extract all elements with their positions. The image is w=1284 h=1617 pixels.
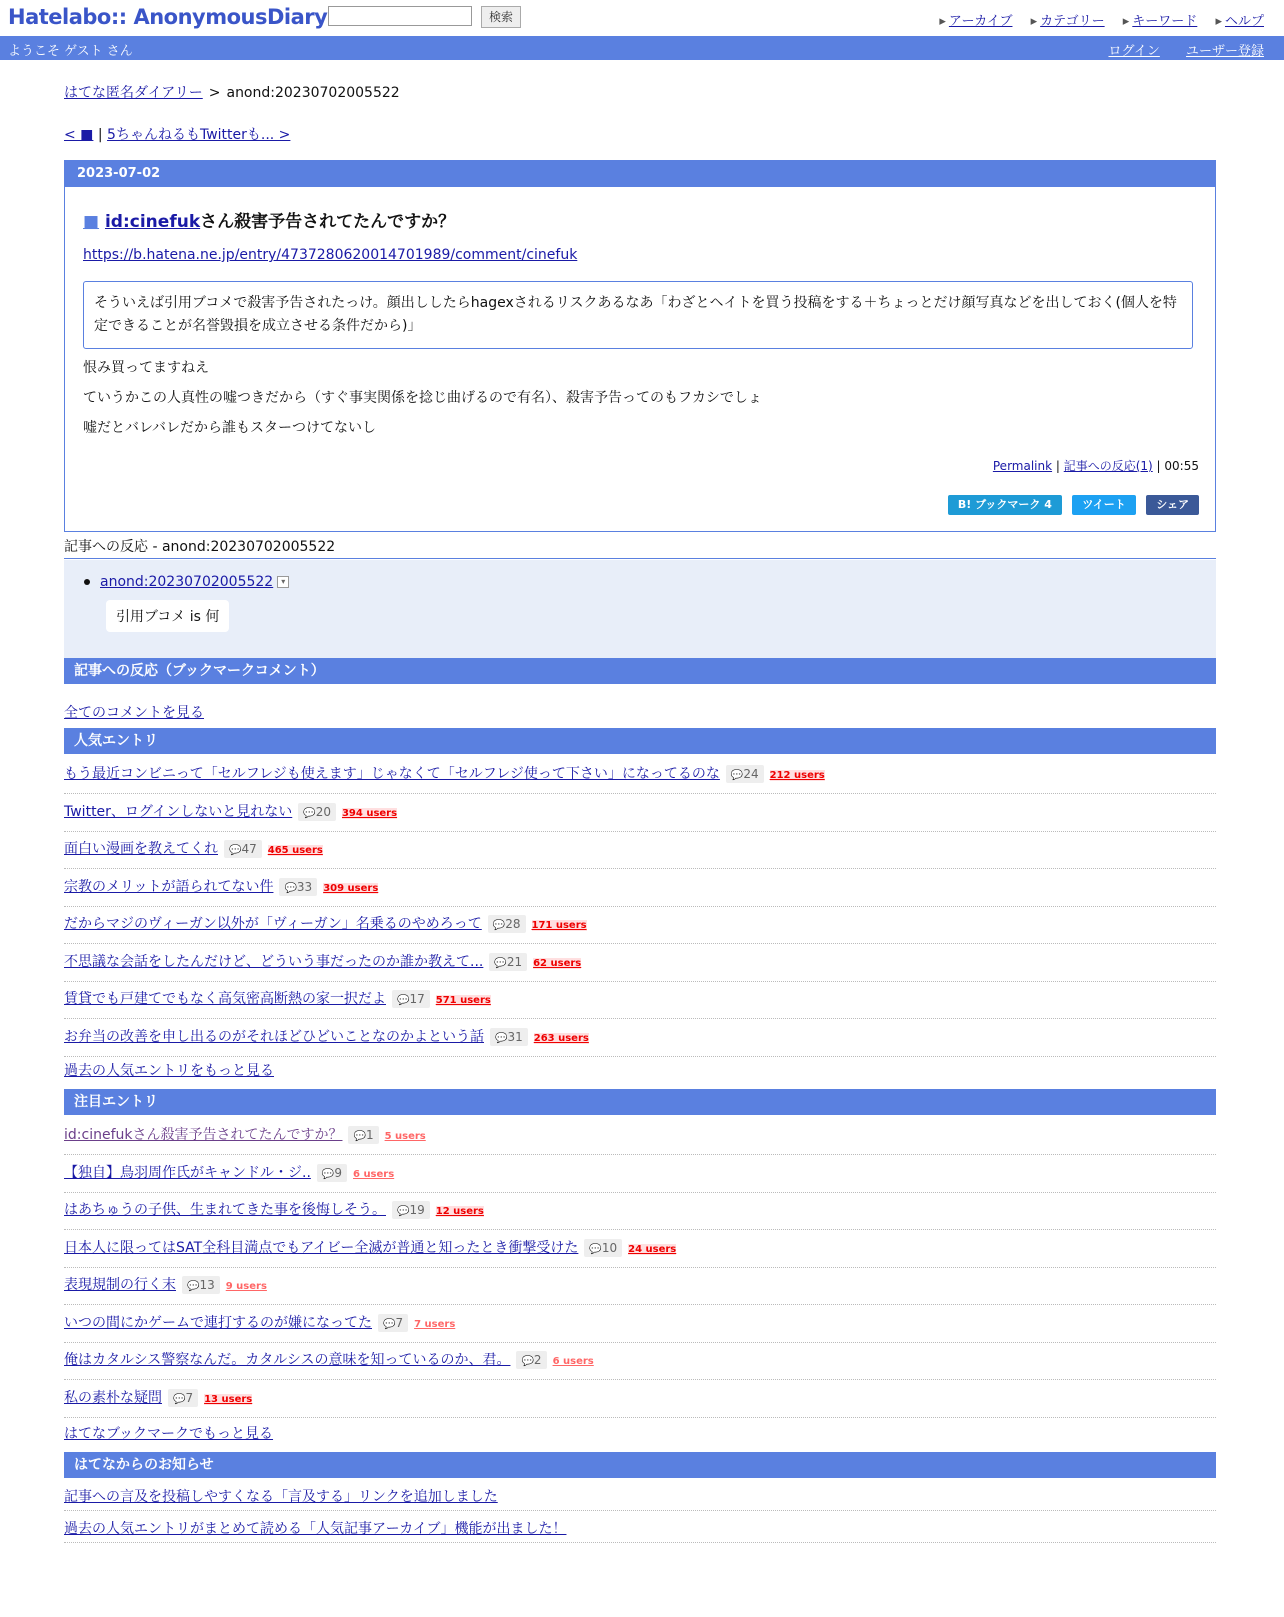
entry-time: 00:55 — [1164, 459, 1199, 473]
comment-count[interactable] — [516, 1351, 546, 1369]
breadcrumb-current: anond:20230702005522 — [226, 85, 400, 101]
entry-title-link[interactable]: 表現規制の行く末 — [64, 1277, 176, 1293]
entry-row-content — [64, 1274, 267, 1294]
entry-title-link[interactable]: 面白い漫画を教えてくれ — [64, 841, 218, 857]
entry-row-content — [64, 763, 825, 783]
entry-id-link[interactable]: id:cinefuk — [104, 212, 201, 232]
comment-icon: 💬 — [284, 882, 297, 894]
entry-row — [64, 1117, 1216, 1155]
entry-title — [83, 207, 455, 232]
entry-row — [64, 756, 1216, 794]
entry-body-line: 恨み買ってますねえ — [83, 360, 209, 376]
comment-count[interactable] — [279, 878, 317, 896]
comment-icon: 💬 — [397, 1206, 410, 1217]
comment-count-value: 28 — [505, 917, 521, 931]
entry-title-link[interactable]: はあちゅうの子供、生まれてきた事を後悔しそう。 — [64, 1202, 386, 1218]
bookmark-users-badge[interactable]: 5 users — [384, 1131, 426, 1142]
entry-title-link[interactable]: お弁当の改善を申し出るのがそれほどひどいことなのかよという話 — [64, 1028, 484, 1045]
bookmark-users-badge[interactable]: 24 users — [628, 1243, 677, 1255]
comment-count[interactable] — [726, 765, 764, 783]
bookmark-users-badge[interactable]: 171 users — [531, 920, 587, 931]
comment-icon: 💬 — [187, 1281, 200, 1292]
pager-prev[interactable]: < ■ — [64, 127, 94, 143]
reactions-link[interactable]: 記事への反応(1) — [1063, 459, 1153, 473]
nav-category[interactable]: ▸ カテゴリー — [1031, 14, 1105, 29]
search-input[interactable] — [328, 6, 472, 26]
entry-url[interactable]: https://b.hatena.ne.jp/entry/4737280620014701989/comment/cinefuk — [83, 247, 578, 263]
entry-title-link[interactable]: いつの間にかゲームで連打するのが嫌になってた — [64, 1314, 372, 1331]
comment-count[interactable] — [378, 1314, 408, 1332]
comment-icon: 💬 — [173, 1393, 186, 1405]
entry-date: 2023-07-02 — [65, 161, 1215, 187]
entry-row — [64, 869, 1216, 907]
news-item — [64, 1480, 1216, 1511]
breadcrumb-home[interactable]: はてな匿名ダイアリー — [64, 85, 203, 101]
hatena-bookmark-button[interactable]: B! ブックマーク 4 — [948, 495, 1062, 515]
comment-icon: 💬 — [589, 1243, 602, 1255]
entry-title-link[interactable]: id:cinefukさん殺害予告されてたんですか？ — [64, 1127, 343, 1143]
news-link[interactable]: 記事への言及を投稿しやすくなる「言及する」リンクを追加しました — [64, 1489, 498, 1505]
comment-count-value: 20 — [315, 804, 331, 819]
comment-count[interactable] — [317, 1164, 347, 1182]
comment-icon: 💬 — [397, 995, 410, 1006]
comment-count[interactable] — [489, 953, 527, 971]
comment-count-value: 2 — [533, 1353, 542, 1367]
news-heading: はてなからのお知らせ — [64, 1452, 1216, 1478]
bookmark-users-badge[interactable]: 7 users — [414, 1318, 456, 1330]
comment-count[interactable] — [392, 1201, 430, 1219]
comment-icon: 💬 — [495, 1032, 508, 1044]
entry-title-link[interactable]: 【独自】鳥羽周作氏がキャンドル・ジ.. — [64, 1164, 311, 1181]
entry-title-link[interactable]: 日本人に限ってはSAT全科目満点でもアイビー全滅が普通と知ったとき衝撃受けた — [64, 1239, 579, 1256]
comment-count-value: 33 — [296, 879, 313, 894]
comment-icon: 💬 — [229, 845, 242, 856]
entry-row-content — [64, 876, 378, 896]
tweet-button[interactable]: ツイート — [1072, 495, 1135, 515]
entry-title-link[interactable]: 不思議な会話をしたんだけど、どういう事だったのか誰か教えて... — [64, 953, 484, 970]
top-bar — [0, 0, 1284, 36]
entry-row — [64, 1267, 1216, 1305]
comment-count[interactable] — [298, 803, 336, 821]
entry-body-line: ていうかこの人真性の嘘つきだから（すぐ事実関係を捻じ曲げるので有名）、殺害予告ってのもフカシでしょ — [83, 390, 762, 406]
site-logo[interactable]: Hatelabo:: AnonymousDiary — [8, 5, 328, 29]
reactions-box — [64, 560, 1216, 658]
comment-icon: 💬 — [353, 1131, 366, 1142]
comment-count-value: 9 — [334, 1165, 342, 1180]
entry-title-link[interactable]: 宗教のメリットが語られてない件 — [64, 878, 274, 895]
entry-row — [64, 831, 1216, 869]
comment-icon: 💬 — [303, 807, 316, 819]
comment-count[interactable] — [168, 1389, 198, 1407]
entry-row-content — [64, 1349, 594, 1369]
bookmark-users-badge[interactable]: 62 users — [533, 957, 582, 969]
entry-title-link[interactable]: 私の素朴な疑問 — [64, 1389, 162, 1406]
entry-row — [64, 906, 1216, 944]
all-comments-link[interactable]: 全てのコメントを見る — [64, 705, 204, 721]
comment-count-value: 19 — [409, 1203, 425, 1217]
bookmark-comments-heading: 記事への反応（ブックマークコメント） — [64, 658, 1216, 684]
register-link[interactable]: ユーザー登録 — [1185, 44, 1264, 59]
bookmark-users-badge[interactable]: 571 users — [435, 995, 491, 1006]
comment-icon: 💬 — [730, 770, 744, 781]
entry-footer: Permalink | 記事への反応(1) | 00:55 — [992, 459, 1199, 473]
entry-title-text: さん殺害予告されてたんですか？ — [200, 212, 456, 232]
welcome-text: ようこそ ゲスト さん — [8, 44, 133, 59]
entry-body-line: 嘘だとバレバレだから誰もスターつけてないし — [83, 420, 377, 436]
comment-count-value: 47 — [241, 842, 257, 856]
bookmark-users-badge[interactable]: 394 users — [341, 807, 398, 819]
nav-archive[interactable]: ▸ アーカイブ — [939, 14, 1012, 29]
comment-count-value: 7 — [395, 1315, 404, 1330]
comment-count-value: 7 — [185, 1390, 194, 1405]
entry-quote: そういえば引用ブコメで殺害予告されたっけ。顔出ししたらhagexされるリスクあるなあ「わざとヘイトを買う投稿をする＋ちょっとだけ顔写真などを出しておく(個人を特定できることが名誉毀損を成立させる条件だから)」 — [83, 281, 1193, 349]
popular-more-link[interactable]: 過去の人気エントリをもっと見る — [64, 1063, 274, 1079]
comment-icon: 💬 — [492, 920, 506, 931]
comment-count[interactable] — [348, 1126, 378, 1144]
featured-heading: 注目エントリ — [64, 1089, 1216, 1115]
comment-icon: 💬 — [521, 1356, 534, 1367]
entry-row — [64, 1192, 1216, 1230]
nav-help[interactable]: ▸ ヘルプ — [1215, 14, 1264, 29]
pager — [64, 124, 290, 144]
comment-count[interactable] — [392, 990, 430, 1008]
entry-row-content — [64, 1312, 455, 1332]
entry-title-link[interactable]: 賃貸でも戸建てでもなく高気密高断熱の家一択だよ — [64, 991, 386, 1007]
pager-next[interactable]: 5ちゃんねるもTwitterも... > — [107, 127, 291, 143]
facebook-share-button[interactable]: シェア — [1146, 495, 1199, 515]
comment-icon: 💬 — [494, 957, 507, 969]
bookmark-users-badge[interactable]: 9 users — [225, 1281, 267, 1292]
comment-count-value: 24 — [743, 767, 759, 781]
news-link[interactable]: 過去の人気エントリがまとめて読める「人気記事アーカイブ」機能が出ました！ — [64, 1521, 567, 1537]
entry-row-content — [64, 951, 581, 971]
bookmark-users-badge[interactable]: 263 users — [533, 1032, 589, 1044]
entry-row-content — [64, 801, 397, 821]
entry-title-link[interactable]: Twitter、ログインしないと見れない — [64, 803, 293, 820]
bullet-icon — [84, 579, 90, 585]
entry-row — [64, 981, 1216, 1019]
entry-row — [64, 1342, 1216, 1380]
entry-row — [64, 1155, 1216, 1193]
breadcrumb-separator: > — [208, 85, 221, 101]
comment-icon: 💬 — [321, 1168, 335, 1180]
featured-more-link[interactable]: はてなブックマークでもっと見る — [64, 1426, 274, 1442]
reactions-heading: 記事への反応 - anond:20230702005522 — [64, 536, 1216, 559]
entry-row-content — [64, 1026, 589, 1046]
bookmark-users-badge[interactable]: 309 users — [323, 882, 379, 894]
entry-row-content — [64, 1162, 394, 1182]
dropdown-icon[interactable]: ▾ — [277, 576, 289, 588]
entry-title-link[interactable]: だからマジのヴィーガン以外が「ヴィーガン」名乗るのやめろって — [64, 916, 482, 932]
entry-row-content — [64, 838, 323, 858]
news-item — [64, 1512, 1216, 1543]
pager-divider: | — [97, 127, 103, 143]
bookmark-users-badge[interactable]: 465 users — [267, 845, 323, 856]
entry-square-icon[interactable]: ■ — [83, 212, 100, 232]
comment-count-value: 10 — [601, 1240, 618, 1255]
bookmark-users-badge[interactable]: 212 users — [769, 770, 825, 781]
diary-entry — [64, 160, 1216, 532]
entry-row — [64, 1305, 1216, 1343]
comment-count[interactable] — [488, 915, 526, 933]
search-button[interactable]: 検索 — [481, 6, 521, 28]
entry-row — [64, 1380, 1216, 1418]
entry-row-content — [64, 913, 587, 933]
breadcrumb — [64, 82, 400, 102]
comment-icon: 💬 — [383, 1318, 396, 1330]
reaction-link[interactable]: anond:20230702005522 — [100, 574, 274, 590]
entry-row-content — [64, 1124, 426, 1144]
comment-count-value: 17 — [409, 992, 425, 1006]
bookmark-users-badge[interactable]: 6 users — [552, 1356, 594, 1367]
comment-count[interactable] — [490, 1028, 528, 1046]
comment-count-value: 1 — [365, 1128, 374, 1142]
share-buttons — [942, 495, 1199, 515]
entry-row — [64, 794, 1216, 832]
nav-keyword[interactable]: ▸ キーワード — [1123, 14, 1198, 29]
bookmark-users-badge[interactable]: 12 users — [435, 1206, 484, 1217]
reaction-item — [84, 574, 289, 590]
login-link[interactable]: ログイン — [1108, 44, 1160, 59]
entry-row-content — [64, 1387, 252, 1407]
bookmark-users-badge[interactable]: 13 users — [204, 1393, 253, 1405]
comment-count-value: 31 — [507, 1029, 523, 1044]
comment-count[interactable] — [182, 1276, 220, 1294]
popular-heading: 人気エントリ — [64, 728, 1216, 754]
reaction-text: 引用ブコメ is 何 — [106, 600, 229, 632]
entry-row — [64, 1230, 1216, 1268]
entry-row — [64, 1019, 1216, 1057]
entry-row-content — [64, 1199, 484, 1219]
comment-count-value: 13 — [199, 1278, 215, 1292]
entry-row-content — [64, 1237, 676, 1257]
comment-count[interactable] — [224, 840, 262, 858]
bookmark-users-badge[interactable]: 6 users — [353, 1168, 395, 1180]
entry-row — [64, 944, 1216, 982]
entry-title-link[interactable]: もう最近コンビニって「セルフレジも使えます」じゃなくて「セルフレジ使って下さい」になってるのな — [64, 766, 720, 782]
entry-row-content — [64, 988, 491, 1008]
user-bar — [0, 36, 1284, 60]
permalink[interactable]: Permalink — [992, 459, 1053, 473]
entry-title-link[interactable]: 俺はカタルシス警察なんだ。カタルシスの意味を知っているのか、君。 — [64, 1352, 511, 1368]
comment-count-value: 21 — [506, 954, 523, 969]
comment-count[interactable] — [584, 1239, 622, 1257]
top-nav — [925, 10, 1264, 29]
